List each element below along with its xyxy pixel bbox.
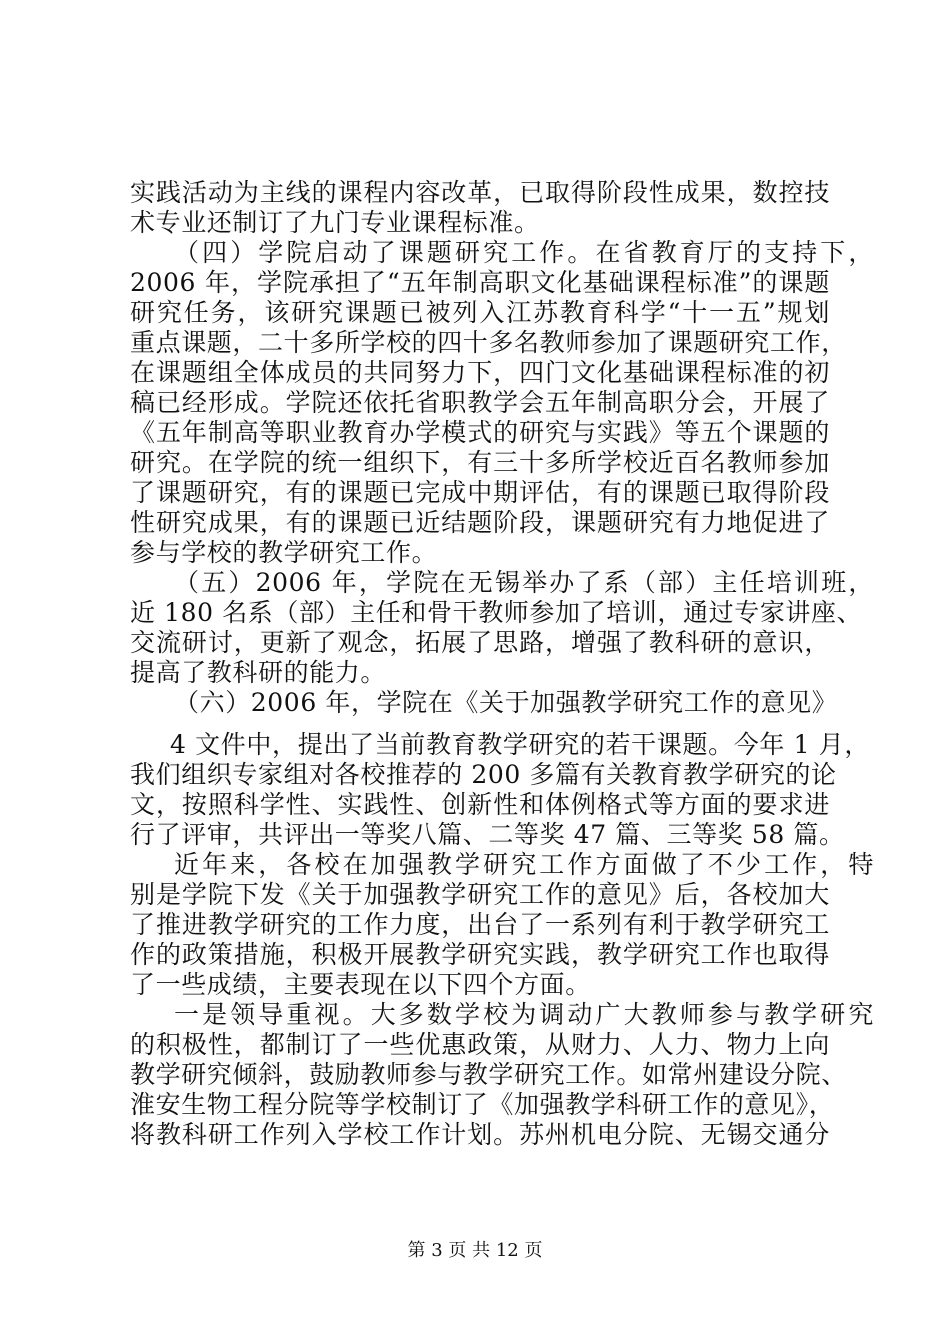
text-line: 了推进教学研究的工作力度，出台了一系列有利于教学研究工	[130, 910, 830, 939]
text-line: 的积极性，都制订了一些优惠政策，从财力、人力、物力上向	[130, 1030, 830, 1059]
text-line: 在课题组全体成员的共同努力下，四门文化基础课程标准的初	[130, 358, 830, 387]
text-line: （五）2006 年，学院在无锡举办了系（部）主任培训班，	[174, 568, 874, 597]
text-line: 一是领导重视。大多数学校为调动广大教师参与教学研究	[174, 1000, 874, 1029]
text-line: 实践活动为主线的课程内容改革，已取得阶段性成果，数控技	[130, 178, 830, 207]
text-line: 研究任务，该研究课题已被列入江苏教育科学“十一五”规划	[130, 298, 830, 327]
text-line: 近年来，各校在加强教学研究工作方面做了不少工作，特	[174, 850, 874, 879]
text-line: 稿已经形成。学院还依托省职教学会五年制高职分会，开展了	[130, 388, 830, 417]
text-line: 作的政策措施，积极开展教学研究实践，教学研究工作也取得	[130, 940, 830, 969]
text-line: 行了评审，共评出一等奖八篇、二等奖 47 篇、三等奖 58 篇。	[130, 820, 845, 849]
text-line: 《五年制高等职业教育办学模式的研究与实践》等五个课题的	[130, 418, 830, 447]
text-line: 我们组织专家组对各校推荐的 200 多篇有关教育教学研究的论	[130, 760, 837, 789]
text-line: 教学研究倾斜，鼓励教师参与教学研究工作。如常州建设分院、	[130, 1060, 847, 1089]
text-line: 提高了教科研的能力。	[130, 658, 387, 687]
text-line: 术专业还制订了九门专业课程标准。	[130, 208, 540, 237]
text-line: 文，按照科学性、实践性、创新性和体例格式等方面的要求进	[130, 790, 830, 819]
text-line: 淮安生物工程分院等学校制订了《加强教学科研工作的意见》，	[130, 1090, 835, 1119]
paragraph-block-lower	[130, 730, 874, 1150]
text-line: 将教科研工作列入学校工作计划。苏州机电分院、无锡交通分	[130, 1120, 830, 1149]
text-line: 交流研讨，更新了观念，拓展了思路，增强了教科研的意识，	[130, 628, 830, 657]
text-line: 了课题研究，有的课题已完成中期评估，有的课题已取得阶段	[130, 478, 830, 507]
text-line: 2006 年，学院承担了“五年制高职文化基础课程标准”的课题	[130, 268, 830, 297]
text-line: 别是学院下发《关于加强教学研究工作的意见》后，各校加大	[130, 880, 830, 909]
text-line: 4 文件中，提出了当前教育教学研究的若干课题。今年 1 月，	[170, 730, 870, 759]
text-line: （四）学院启动了课题研究工作。在省教育厅的支持下，	[174, 238, 874, 267]
text-line: 性研究成果，有的课题已近结题阶段，课题研究有力地促进了	[130, 508, 830, 537]
page-number-footer: 第 3 页 共 12 页	[407, 1240, 543, 1261]
text-line: 了一些成绩，主要表现在以下四个方面。	[130, 970, 591, 999]
text-line: 参与学校的教学研究工作。	[130, 538, 438, 567]
text-line: 重点课题，二十多所学校的四十多名教师参加了课题研究工作，	[130, 328, 847, 357]
text-line: 研究。在学院的统一组织下，有三十多所学校近百名教师参加	[130, 448, 830, 477]
paragraph-block-upper	[130, 178, 874, 718]
text-line: （六）2006 年，学院在《关于加强教学研究工作的意见》	[174, 688, 838, 717]
text-line: 近 180 名系（部）主任和骨干教师参加了培训，通过专家讲座、	[130, 598, 863, 627]
